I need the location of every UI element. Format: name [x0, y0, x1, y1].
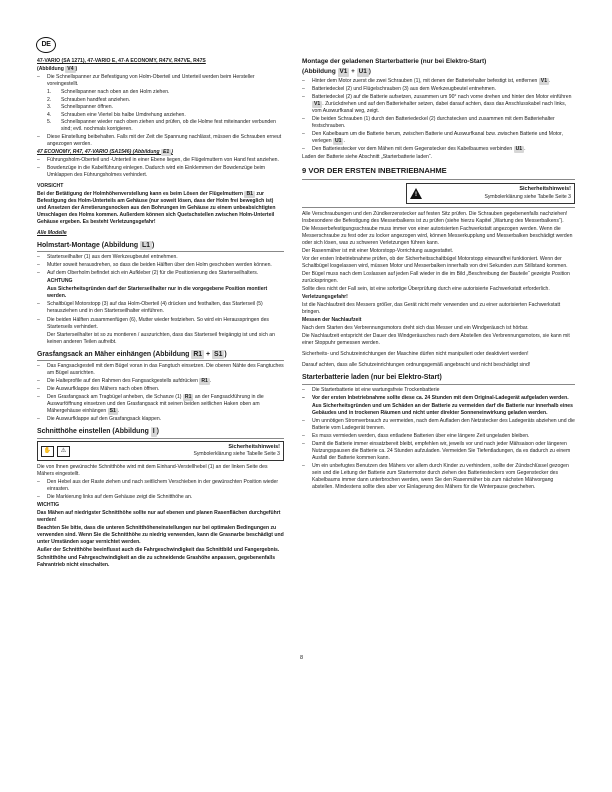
list-item-text: .: [549, 77, 551, 84]
section-heading-grass: Grasfangsack an Mäher einhängen (Abbildung R1 + S1 ): [37, 350, 284, 362]
paragraph: Sicherheits- und Schutzeinrichtungen der Maschine dürfen nicht manipuliert oder deaktiviert werden!: [302, 351, 529, 358]
list-item-text: Die Auswurfklappe auf den Grasfangsack klappen.: [47, 416, 162, 423]
list-item-text: Den Grasfangsack am Tragbügel anheben, die Schanze (1): [47, 394, 183, 401]
list-item-text: .: [524, 145, 526, 152]
step-item: [37, 119, 284, 133]
safety-notice: [37, 441, 284, 462]
step-item: [37, 104, 284, 111]
list-item: [302, 395, 575, 402]
mount-note: Laden der Batterie siehe Abschnitt „Starterbatterie laden“.: [302, 153, 432, 160]
paragraph: Die Messerbefestigungsschraube muss immer von einer autorisierten Fachwerkstatt angezogen werden. Wenn die Messerschraube zu fest oder zu locker angezogen wird, können Messerkupplung und Messerbalken beschädigt werden oder sich lösen, was zu schweren Verletzungen führen kann.: [302, 225, 573, 246]
safety-icons: [41, 446, 70, 457]
left-column: [37, 58, 284, 570]
list-item: [302, 146, 575, 153]
list-item: [37, 394, 284, 415]
list-item: – Bowdenzüge in die Kabelführung einlegen. Dadurch wird ein Einklemmen der Bowdenzüge beim Umklappen des Führungsholmes verhindert.: [37, 165, 284, 179]
important-title: WICHTIG: [37, 502, 60, 509]
list-item: [302, 86, 575, 93]
list-item: [302, 131, 575, 145]
hand-warning-icon: ✋: [41, 446, 54, 457]
list-item: [37, 386, 284, 393]
figure-tag: S1: [109, 408, 116, 415]
list-item: – Diese Einstellung beibehalten. Falls mit der Zeit die Spannung nachlässt, müssen die Schrauben erneut angezogen werden.: [37, 134, 284, 148]
figure-tag: V1: [314, 100, 321, 107]
danger-title: Verletzungsgefahr!: [302, 294, 348, 301]
step-item: [37, 89, 284, 96]
charge-bold-note: Aus Sicherheitsgründen und um Schäden an der Batterie zu vermeiden darf die Batterie nur innerhalb eines Gebäudes und in trockenen Räumen und nicht unter direkter Sonneneinwirkung geladen werden.: [312, 402, 573, 416]
list-item-text: Die Halteprofile auf den Rahmen des Fangsackgestells aufdrücken: [47, 378, 200, 385]
right-column: [302, 58, 575, 492]
figure-tag: V1: [339, 67, 348, 75]
list-item: – Führungsholm-Oberteil und -Unterteil in einer Ebene liegen, die Flügelmuttern von Hand fest anziehen.: [37, 157, 284, 164]
danger-text: Ist die Nachlaufzeit des Messers größer, das Gerät nicht mehr verwenden und zu einer autorisierten Fachwerkstatt bringen.: [302, 302, 561, 316]
mount-heading: Montage der geladenen Starterbatterie (nur bei Elektro-Start): [302, 58, 487, 65]
step-number: 4.: [47, 111, 52, 118]
list-item-text: Batteriedeckel (2) und Flügelschrauben (3) aus dem Werkzeugbeutel entnehmen.: [312, 85, 496, 92]
list-item-text: an der Fangsackführung in die Auswurföffnung einsetzen und den Grasfangsack mit seinen beiden seitlichen Haken oben am Mähergehäuse einhängen: [47, 394, 264, 415]
figure-tag: U1: [515, 145, 523, 152]
paragraph: Sollte dies nicht der Fall sein, ist eine sofortige Überprüfung durch eine autorisierte Fachwerkstatt erforderlich.: [302, 286, 550, 293]
list-item-text: Den Kabelbaum um die Batterie herum, zwischen Batterie und Auswurfkanal bzw. zwischen Batterie und Motor, verlegen: [312, 130, 563, 144]
achtung-text: Aus Sicherheitsgründen darf der Starterseilhalter nur in die vorgegebene Position montiert werden.: [47, 286, 268, 300]
figure-tag: R1: [193, 350, 203, 358]
step-text: Schrauben eine Viertel bis halbe Umdrehung anziehen.: [61, 111, 186, 118]
list-item-text: .: [117, 408, 120, 415]
section-heading-height: Schnitthöhe einstellen (Abbildung I ): [37, 427, 284, 439]
safety-subtitle: Symbolerklärung siehe Tabelle Seite 3: [193, 451, 280, 458]
figure-tag: S1: [213, 350, 223, 358]
list-item-text: Die beiden Schrauben (1) durch den Batteriedeckel (2) durchstecken und zusammen mit dem Batteriehalter festschrauben.: [312, 115, 555, 129]
paragraph: Nach dem Starten des Verbrennungsmotors dreht sich das Messer und ein Windgeräusch ist hörbar.: [302, 325, 529, 332]
models-heading: 47-VARIO (SA 1271), 47-VARIO E, 47-A ECONOMY, R47V, R47VE, R47S: [37, 58, 206, 64]
paragraph: Alle Verschraubungen und den Zündkerzenstecker auf festen Sitz prüfen. Die Schrauben gegebenenfalls nachziehen! Insbesondere die Befestigung des Messerbalkens ist zu prüfen (siehe hierzu Kapitel „Wartung des Messerbalkens“).: [302, 210, 568, 224]
figure-tag: R1: [201, 378, 208, 385]
safety-title: Sicherheitshinweis!: [228, 443, 280, 450]
figure-tag: U1: [334, 137, 342, 144]
figure-tag: U1: [358, 67, 367, 75]
paragraph: Darauf achten, dass alle Schutzeinrichtungen ordnungsgemäß angebracht und nicht beschädigt sind!: [302, 362, 531, 369]
safety-title: Sicherheitshinweis!: [519, 186, 571, 193]
paragraph: Der Rasenmäher ist mit einer Motorstopp-Vorrichtung ausgestattet.: [302, 247, 454, 254]
list-item: [302, 387, 575, 394]
list-item-text: Das Fangsackgestell mit dem Bügel voran in das Fangtuch einsetzen. Die oberen Nähte des Fangtuches am Bügel ausrichten.: [47, 363, 284, 377]
height-intro: Die von Ihnen gewünschte Schnitthöhe wird mit dem Einhand-Verstellhebel (1) an der linken Seite des Mähers eingestellt.: [37, 464, 268, 478]
figure-tag: B1: [246, 190, 253, 197]
step-item: [37, 97, 284, 104]
paragraph: Die Nachlaufzeit entspricht der Dauer des Windgeräusches nach dem Abstellen des Verbrennungsmotors, sie kann mit einer Stoppuhr gemessen werden.: [302, 333, 570, 347]
foot-warning-icon: ⚠: [57, 446, 70, 457]
list-item: [37, 378, 284, 385]
paragraph: Der Bügel muss nach dem Loslassen auf jeden Fall wieder in die im Bild „Beschreibung der Bauteile“ gezeigte Position zurückspringen.: [302, 271, 570, 285]
list-item-text: Den Batteriestecker vor dem Mähen mit dem Gegenstecker des Kabelbaumes verbinden: [312, 145, 514, 152]
list-item-text: Die Starterbatterie ist eine wartungsfreie Trockenbatterie: [312, 386, 440, 393]
figure-tag: L1: [141, 241, 151, 249]
safety-subtitle: Symbolerklärung siehe Tabelle Seite 3: [484, 193, 571, 200]
step-text: Schnellspanner wieder nach oben ziehen und prüfen, ob die Holme fest miteinander verbunden sind; evtl. nochmals korrigieren.: [61, 119, 276, 133]
mount-figure-ref: (Abbildung V1 + U1 ): [302, 67, 371, 75]
list-item: [302, 94, 575, 115]
country-logo: DE: [36, 37, 56, 53]
important-text-1: Das Mähen auf niedrigster Schnitthöhe sollte nur auf ebenen und planen Rasenflächen durchgeführt werden!: [37, 510, 281, 524]
step-text: Schnellspanner nach oben an den Holm ziehen.: [61, 89, 170, 96]
figure-tag: E1: [162, 148, 170, 155]
height-list: [37, 479, 284, 501]
figure-tag: R1: [184, 394, 192, 401]
figure-tag: V4: [67, 66, 74, 73]
list-item-text: .: [343, 137, 345, 144]
starter-list: [37, 254, 284, 277]
list-item: – Es muss vermieden werden, dass entladene Batterien über eine längere Zeit ungeladen bleiben.: [302, 433, 575, 440]
list-item: – Auf dem Oberholm befindet sich ein Aufkleber (2) für die Positionierung des Starterseilhalters.: [37, 270, 284, 277]
charge-list: [302, 387, 575, 402]
section-heading-charge: Starterbatterie laden (nur bei Elektro-Start): [302, 373, 575, 385]
charge-list-2: [302, 418, 575, 491]
grass-list: [37, 363, 284, 423]
achtung-block: [37, 278, 284, 300]
list-item: [37, 363, 284, 377]
list-item: – Den Hebel aus der Raste ziehen und nach seitlichem Verschieben in der gewünschten Position wieder einrasten.: [37, 479, 284, 493]
section-heading-starter: Holmstart-Montage (Abbildung L1 ): [37, 241, 284, 253]
caution-title: VORSICHT: [37, 182, 64, 189]
caution-text: Bei der Betätigung der Holmhöhenverstellung kann es beim Lösen der Flügelmuttern B1 zur Befestigung des Holm-Unterteils am Gehäuse (nur soweit lösen, dass der Holm frei beweglich ist) und Ansetzen der Arretierungsnocken aus den Bohrungen im Gehäuse zu einem unbeabsichtigten Umschlagen des Holms kommen. Außerdem können sich Quetschstellen zwischen Holm-Unterteil Gehäuse ergeben. Es besteht Verletzungsgefahr!: [37, 190, 276, 225]
figure-tag: V1: [540, 77, 548, 84]
figure-tag: I: [152, 428, 155, 436]
section-9-heading: 9 VOR DER ERSTEN INBETRIEBNAHME: [302, 165, 447, 175]
list-item-text: . Zurückdrehen und auf den Batteriehalter setzen, dabei darauf achten, dass das Anschlusskabel nach links, vom Auswurfkanal weg, zeigt.: [312, 100, 567, 114]
list-item-text: Hinter dem Motor zuerst die zwei Schrauben (1), mit denen der Batteriehalter befestigt ist, entfernen: [312, 77, 539, 84]
list-item-text: Batteriedeckel (2) auf die Batterie aufsetzen, zusammen um 90° nach vorne drehen und hinter den Motor einführen: [312, 93, 572, 100]
list-item: – Die beiden Hälften zusammenfügen (6), Mutter wieder festziehen. So wird ein Herausspringen des Starterseils verhindert.: [37, 317, 284, 331]
list-item: [302, 78, 575, 85]
step-text: Schnellspanner öffnen.: [61, 104, 114, 111]
step-number: 3.: [47, 104, 52, 111]
mount-list: [302, 78, 575, 153]
list-item-text: Die Auswurfklappe des Mähers nach oben öffnen.: [47, 386, 160, 393]
list-item: – Um ein unbefugtes Benutzen des Mähers vor allem durch Kinder zu verhindern, sollte der Zündschlüssel gezogen sein und die Leitung der Batterie zum Startermotor durch ziehen des Batteriesteckers vom Gegenstecker des Kabelbaums immer dann unterbrochen werden, wenn Sie den Rasenmäher bis zum nächsten Mähvorgang abstellen. Mindestens sollte dies aber vor Einlagerung des Mähers für die Winterpause geschehen.: [302, 463, 575, 491]
list-item-text: Vor der ersten Inbetriebnahme sollte diese ca. 24 Stunden mit dem Original-Ladegerät aufgeladen werden.: [312, 394, 569, 401]
all-models-label: Alle Modelle: [37, 229, 67, 236]
safety-notice-right: [406, 183, 575, 204]
paragraph: Vor der ersten Inbetriebnahme prüfen, ob der Sicherheitsschaltbügel Motorstopp einwandfrei funktioniert. Wenn der Schaltbügel losgelassen wird, müssen Motor und Messerbalken innerhalb von drei Sekunden zum Stillstand kommen.: [302, 255, 568, 269]
step-number: 2.: [47, 96, 52, 103]
list-item: [302, 116, 575, 130]
list-item: – Mutter soweit herausdrehen, so dass die beiden Hälften über den Holm geschoben werden können.: [37, 262, 284, 269]
starter-note: Der Starterseilhalter ist so zu montieren / auszurichten, dass das Starterseil freigängig ist und sich an keinen anderen Teilen aufreibt.: [47, 331, 275, 345]
economy-heading: 47 ECONOMY, R47, 47-VARIO (SA1546) (Abbildung E1 ): [37, 148, 173, 155]
step-number: 1.: [47, 89, 52, 96]
list-item: [37, 416, 284, 423]
important-text-2: Beachten Sie bitte, dass die unteren Schnitthöheneinstellungen nur bei optimalen Bedingungen zu verwenden sind. Wenn Sie die Schnitthöhe zu niedrig verwenden, kann die Grasnarbe beschädigt und unter Umständen sogar vernichtet werden.: [37, 525, 284, 546]
starter-list-2: [37, 301, 284, 330]
economy-list: [37, 157, 284, 179]
list-item-text: .: [209, 378, 212, 385]
important-text-3: Außer der Schnitthöhe beeinflusst auch die Fahrgeschwindigkeit das Schnittbild und Fangergebnis. Schnitthöhe und Fahrgeschwindigkeit an die zu schneidende Grashöhe anpassen, gegebenenfalls Fahrantrieb nicht einschalten.: [37, 547, 280, 568]
figure-ref: (Abbildung V4 ): [37, 66, 78, 73]
achtung-title: ACHTUNG: [47, 278, 73, 285]
warning-triangle-icon: !: [410, 188, 422, 199]
step-text: Schrauben handfest anziehen.: [61, 96, 131, 103]
list-item: – Schaltbügel Motorstopp (3) auf das Holm-Oberteil (4) drücken und festhalten, das Starterseil (5) herausziehen und in den Starterseilhalter einführen.: [37, 301, 284, 315]
runon-title: Messen der Nachlaufzeit: [302, 317, 362, 324]
list-item: – Starterseilhalter (1) aus dem Werkzeugbeutel entnehmen.: [37, 254, 284, 261]
step-number: 5.: [47, 119, 52, 126]
list-item: – Damit die Batterie immer einsatzbereit bleibt, empfehlen wir, jeweils vor und nach jeder Mähsaison oder längeren Nutzungspausen die Batterie ca. 24 Stunden aufzuladen. Vermeiden Sie Tiefentladungen, da es dadurch zu einem Ausfall der Batterie kommen kann.: [302, 441, 575, 462]
list-item: – Die Markierung links auf dem Gehäuse zeigt die Schnitthöhe an.: [37, 494, 284, 501]
list-item: – Um unnötigen Stromverbrauch zu vermeiden, nach dem Aufladen den Netzstecker des Ladegeräts abziehen und die Batterie vom Ladegerät trennen.: [302, 418, 575, 432]
step-item: [37, 112, 284, 119]
step-list: [37, 89, 284, 133]
page-number: 8: [300, 655, 304, 661]
list-item: – Die Schnellspanner zur Befestigung von Holm-Oberteil und Unterteil werden beim Hersteller voreingestellt.: [37, 74, 284, 88]
